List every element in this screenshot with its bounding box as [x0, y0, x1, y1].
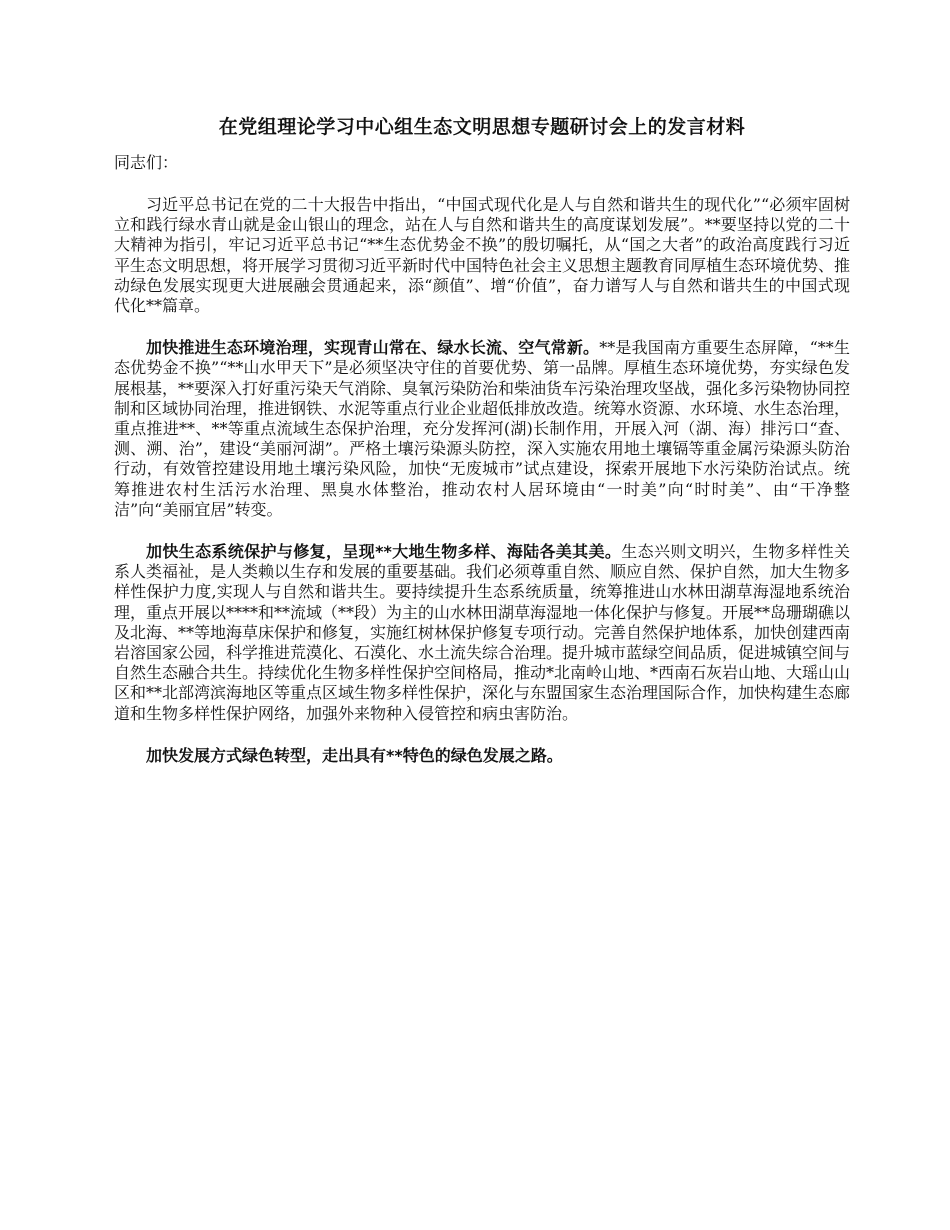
document-title: 在党组理论学习中心组生态文明思想专题研讨会上的发言材料	[218, 116, 746, 138]
section-paragraph-3	[114, 746, 850, 766]
section-paragraph-2	[114, 542, 850, 724]
section-heading-2: 加快生态系统保护与修复，呈现**大地生物多样、海陆各美其美。	[146, 542, 622, 562]
section-body-1: **是我国南方重要生态屏障，“**生态优势金不换”“**山水甲天下”是必须坚决守住的首要优势、第一品牌。厚植生态环境优势，夯实绿色发展根基，**要深入打好重污染天气消除、臭氧污染防治和柴油货车污染治理攻坚战，强化多污染物协同控制和区域协同治理，推进钢铁、水泥等重点行业企业超低排放改造。统筹水资源、水环境、水生态治理，重点推进**、**等重点流域生态保护治理，充分发挥河(湖)长制作用，开展入河（湖、海）排污口“查、测、溯、治”，建设“美丽河湖”。严格土壤污染源头防控，深入实施农用地土壤镉等重金属污染源头防治行动，有效管控建设用地土壤污染风险，加快“无废城市”试点建设，探索开展地下水污染防治试点。统筹推进农村生活污水治理、黑臭水体整治，推动农村人居环境由“一时美”向“时时美”、由“干净整洁”向“美丽宜居”转变。	[114, 338, 851, 519]
section-heading-3: 加快发展方式绿色转型，走出具有**特色的绿色发展之路。	[146, 745, 563, 765]
section-body-2: 生态兴则文明兴，生物多样性关系人类福祉，是人类赖以生存和发展的重要基础。我们必须尊重自然、顺应自然、保护自然，加大生物多样性保护力度,实现人与自然和谐共生。要持续提升生态系统质量，统筹推进山水林田湖草海湿地系统治理，重点开展以****和**流域（**段）为主的山水林田湖草海湿地一体化保护与修复。开展**岛珊瑚礁以及北海、**等地海草床保护和修复，实施红树林保护修复专项行动。完善自然保护地体系，加快创建西南岩溶国家公园，科学推进荒漠化、石漠化、水土流失综合治理。提升城市蓝绿空间品质，促进城镇空间与自然生态融合共生。持续优化生物多样性保护空间格局，推动*北南岭山地、*西南石灰岩山地、大瑶山山区和**北部湾滨海地区等重点区域生物多样性保护，深化与东盟国家生态治理国际合作，加快构建生态廊道和生物多样性保护网络，加强外来物种入侵管控和病虫害防治。	[114, 542, 851, 723]
section-heading-1: 加快推进生态环境治理，实现青山常在、绿水长流、空气常新。	[146, 338, 600, 358]
section-paragraph-1	[114, 338, 850, 520]
intro-paragraph: 习近平总书记在党的二十大报告中指出，“中国式现代化是人与自然和谐共生的现代化”“必须牢固树立和践行绿水青山就是金山银山的理念，站在人与自然和谐共生的高度谋划发展”。**要坚持以党的二十大精神为指引，牢记习近平总书记“**生态优势金不换”的殷切嘱托，从“国之大者”的政治高度践行习近平生态文明思想，将开展学习贯彻习近平新时代中国特色社会主义思想主题教育同厚植生态环境优势、推动绿色发展实现更大进展融会贯通起来，添“颜值”、增“价值”，奋力谱写人与自然和谐共生的中国式现代化**篇章。	[114, 195, 851, 316]
salutation: 同志们：	[114, 153, 179, 172]
document-page	[114, 112, 850, 788]
